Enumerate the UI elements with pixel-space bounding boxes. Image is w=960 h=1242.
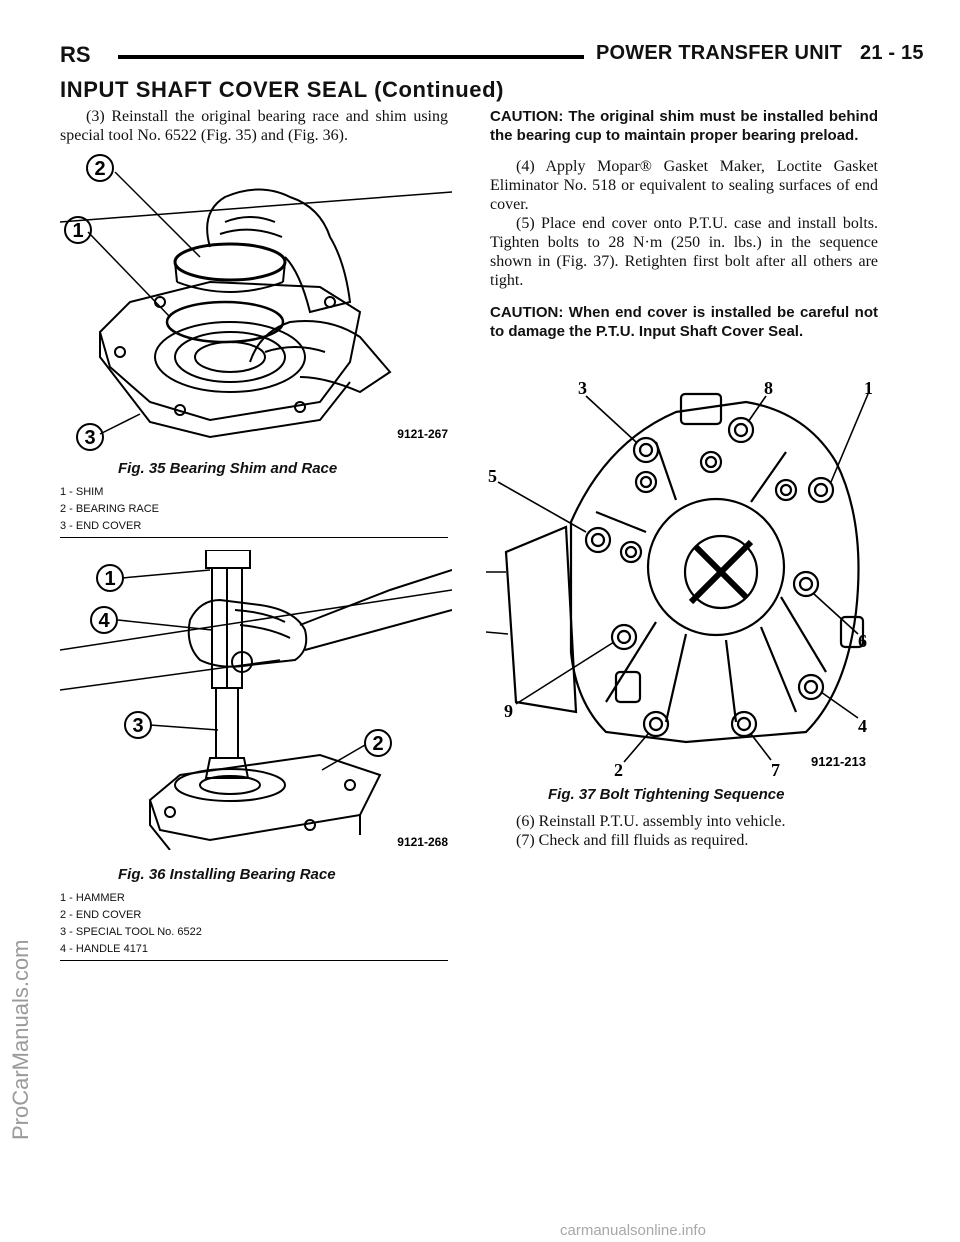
fig37-caption: Fig. 37 Bolt Tightening Sequence bbox=[548, 786, 785, 803]
fig37-callout-8: 8 bbox=[764, 378, 773, 398]
fig35-callout-2: 2 bbox=[94, 158, 106, 180]
fig36-code: 9121-268 bbox=[397, 835, 448, 849]
fig35-caption: Fig. 35 Bearing Shim and Race bbox=[118, 460, 338, 477]
fig37-drawing bbox=[486, 372, 878, 782]
fig36-legend-item: 3 - SPECIAL TOOL No. 6522 bbox=[60, 926, 202, 938]
fig35-drawing bbox=[60, 152, 452, 452]
fig37-callout-7: 7 bbox=[771, 760, 780, 780]
header-rule bbox=[118, 55, 584, 59]
left-column bbox=[60, 107, 448, 145]
fig36-legend-item: 4 - HANDLE 4171 bbox=[60, 943, 149, 955]
step-7-text: (7) Check and fill fluids as required. bbox=[516, 832, 749, 849]
step-4-text: (4) Apply Mopar® Gasket Maker, Loctite Gasket Eliminator No. 518 or equivalent to sealing surfaces of end cover. bbox=[490, 158, 878, 213]
fig36-legend-item: 2 - END COVER bbox=[60, 909, 142, 921]
fig35-legend-item: 2 - BEARING RACE bbox=[60, 503, 160, 515]
fig37-code: 9121-213 bbox=[811, 754, 866, 769]
fig36-callout-1: 1 bbox=[104, 568, 116, 590]
fig37-illustration bbox=[486, 372, 878, 782]
fig36-drawing bbox=[60, 550, 452, 850]
fig35-legend-item: 3 - END COVER bbox=[60, 520, 142, 532]
fig37-callout-5: 5 bbox=[488, 466, 497, 486]
fig35-code: 9121-267 bbox=[397, 427, 448, 441]
fig35-legend-item: 1 - SHIM bbox=[60, 486, 104, 498]
header-title bbox=[596, 42, 924, 65]
right-column-lower bbox=[490, 812, 878, 850]
section-title: INPUT SHAFT COVER SEAL (Continued) bbox=[60, 77, 505, 102]
step-3-text: (3) Reinstall the original bearing race and shim using special tool No. 6522 (Fig. 35) and (Fig. 36). bbox=[60, 108, 448, 144]
footer-watermark: carmanualsonline.info bbox=[560, 1222, 706, 1239]
header-vehicle-code: RS bbox=[60, 42, 91, 67]
fig36-callout-3: 3 bbox=[132, 715, 144, 737]
fig37-callout-4: 4 bbox=[858, 716, 867, 736]
fig36-callout-4: 4 bbox=[98, 610, 110, 632]
fig37-callout-6: 6 bbox=[858, 631, 867, 651]
fig35-legend bbox=[60, 484, 159, 535]
caution-seal: CAUTION: When end cover is installed be careful not to damage the P.T.U. Input Shaft Cover Seal. bbox=[490, 304, 878, 340]
fig35-illustration bbox=[60, 152, 452, 452]
caution-shim: CAUTION: The original shim must be installed behind the bearing cup to maintain proper bearing preload. bbox=[490, 108, 878, 144]
side-watermark: ProCarManuals.com bbox=[8, 939, 33, 1140]
fig36-legend-item: 1 - HAMMER bbox=[60, 892, 125, 904]
fig37-callout-2: 2 bbox=[614, 760, 623, 780]
fig35-callout-1: 1 bbox=[72, 220, 84, 242]
fig36-callout-2: 2 bbox=[372, 733, 384, 755]
right-column-upper bbox=[490, 107, 878, 341]
step-6-text: (6) Reinstall P.T.U. assembly into vehicle. bbox=[516, 813, 786, 830]
fig37-callout-9: 9 bbox=[504, 701, 513, 721]
fig36-legend bbox=[60, 890, 202, 958]
step-5-text: (5) Place end cover onto P.T.U. case and install bolts. Tighten bolts to 28 N·m (250 in. lbs.) in the sequence shown in (Fig. 37). Retighten first bolt after all others are tight. bbox=[490, 215, 878, 289]
fig35-rule bbox=[60, 537, 448, 538]
fig36-caption: Fig. 36 Installing Bearing Race bbox=[118, 866, 336, 883]
fig35-callout-3: 3 bbox=[84, 427, 96, 449]
fig37-callout-3: 3 bbox=[578, 378, 587, 398]
header-section-name: POWER TRANSFER UNIT bbox=[596, 42, 843, 64]
fig36-rule bbox=[60, 960, 448, 961]
fig36-illustration bbox=[60, 550, 452, 850]
page-number: 21 - 15 bbox=[860, 42, 924, 64]
fig37-callout-1: 1 bbox=[864, 378, 873, 398]
